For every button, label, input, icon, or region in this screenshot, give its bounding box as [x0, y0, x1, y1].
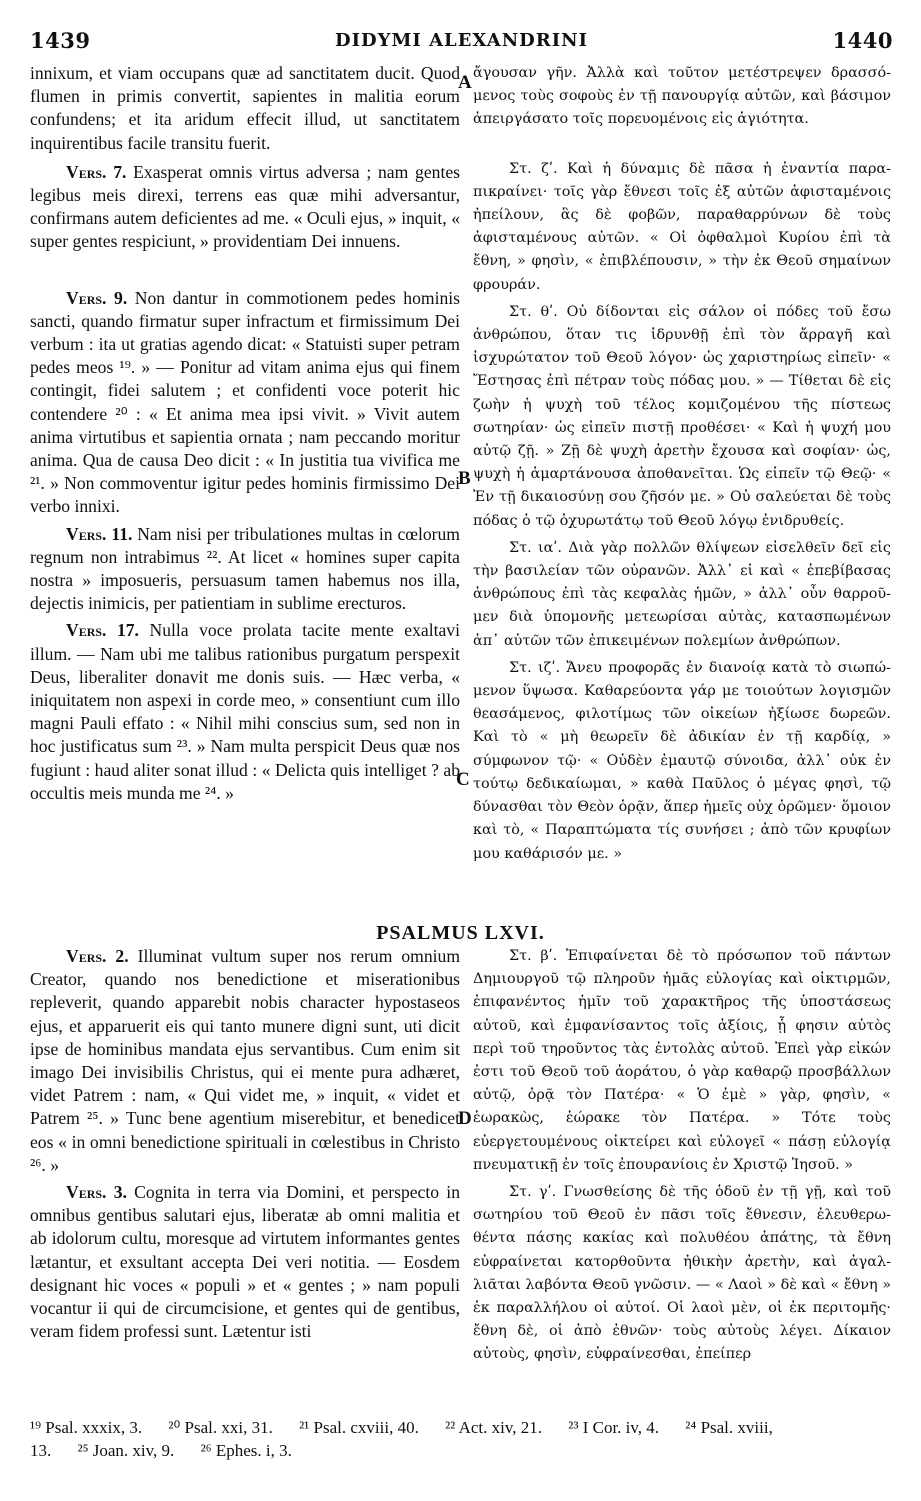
greek-column: [473, 62, 891, 866]
footnote: ²¹ Psal. cxviii, 40.: [299, 1418, 419, 1437]
greek-verse-11: [473, 537, 891, 653]
latin-verse-9: [30, 287, 460, 519]
verse-text: Exasperat omnis virtus adversa ; nam gentes legibus meis direxi, terrens eas quæ mihi adversantur, confirmans autem deficientes ad me. « Oculi ejus, » inquit, « super gentes respiciunt, » providentiam Dei innuens.: [30, 161, 460, 252]
verse-label: Στ. ιζʹ.: [509, 659, 561, 676]
footnote: ²⁰ Psal. xxi, 31.: [168, 1418, 273, 1437]
latin-column: [30, 62, 460, 805]
footnote: ²³ I Cor. iv, 4.: [568, 1418, 660, 1437]
greek-verse-7: [473, 158, 891, 297]
footnote-line: [30, 1439, 891, 1462]
footnotes: [30, 1416, 891, 1462]
verse-label: Στ. ιαʹ.: [509, 539, 562, 556]
footnote: ²² Act. xiv, 21.: [445, 1418, 542, 1437]
margin-marker-d: D: [458, 1108, 472, 1129]
verse-text: Nam nisi per tribulationes multas in cœlorum regnum non intrabimus ²². At licet « homines super capita nostra » imposueris, persuasum tamen habemus nos illa, dejectis inimicis, per patientiam in sublime erecturos.: [30, 523, 460, 614]
running-title: DIDYMI ALEXANDRINI: [334, 30, 589, 51]
verse-text: Διὰ γὰρ πολλῶν θλίψεων εἰσελθεῖν δεῖ εἰς τὴν βασιλείαν τῶν οὐρανῶν. Ἀλλ᾽ εἰ καὶ « ἐπεβίβασας ἀνθρώπους ἐπὶ τὰς κεφαλὰς ἡμῶν, » ἀλλ᾽ οὖν θαρροῦμεν διὰ ὑπομονῆς μετεωρίσαι αὐτὰς, κατασπωμένων ἀπ᾽ αὐτῶν τῶν ἐπικειμένων πολεμίων ἀνθρώπων.: [473, 539, 891, 649]
verse-text: Cognita in terra via Domini, et perspecto in omnibus gentibus salutari ejus, liberatæ ab omni malitia et ab idolorum cultu, moresque ad virtutem informantes gentes lætantur, et exsultant accepta Dei veri notitia. — Eosdem designant hic voces « populi » et « gentes ; » nam populi vocantur ii qui de circumcisione, et gentes qui de gentibus, veram fidem professi sunt. Lætentur isti: [30, 1182, 460, 1342]
greek-column-psalm-66: [473, 945, 891, 1367]
page-number-right: 1440: [832, 28, 893, 53]
verse-text: Nulla voce prolata tacite mente exaltavi illum. — Nam ubi me talibus rationibus purgatum perspexit Deus, liberaliter donavit me donis suis. — Hæc verba, « iniquitatem non aspexi in corde meo, » consentiunt cum illo magni Pauli effato : « Nihil mihi conscius sum, sed non in hoc justificatus sum ²³. » Nam multa perspicit Deus quæ nos fugiunt : haud aliter sonat illud : « Delicta quis intelliget ? ab occultis meis munda me ²⁴. »: [30, 620, 460, 803]
verse-label: Vers. 2.: [66, 946, 129, 966]
footnote: ²⁶ Ephes. i, 3.: [200, 1441, 292, 1460]
verse-label: Vers. 7.: [66, 161, 127, 182]
verse-text: Ἄνευ προφορᾶς ἐν διανοίᾳ κατὰ τὸ σιωπώμενον ὕψωσα. Καθαρεύοντα γάρ με τοιούτων λογισμῶν θεασάμενος, φιλοτίμως τῶν οἰκείων ἠξίωσε δωρεῶν. Καὶ τὸ « μὴ θεωρεῖν δὲ ἀδικίαν ἐν τῇ καρδίᾳ, » σύμφωνον τῷ· « Οὐδὲν ἐμαυτῷ σύνοιδα, ἀλλ᾽ οὐκ ἐν τούτῳ δεδικαίωμαι, » καθὰ Παῦλος ὁ μέγας φησὶ, τῷ δύνασθαι τὸν Θεὸν ὁρᾷν, ἅπερ ἡμεῖς οὐχ ὁρῶμεν· ὅμοιον καὶ τὸ, « Παραπτώματα τίς συνήσει ; ἀπὸ τῶν κρυφίων μου καθάρισόν με. »: [473, 659, 891, 862]
verse-text: Γνωσθείσης δὲ τῆς ὁδοῦ ἐν τῇ γῇ, καὶ τοῦ σωτηρίου τοῦ Θεοῦ ἐν πᾶσι τοῖς ἔθνεσιν, ἐλευθερωθέντα πάσης κακίας καὶ πολυθέου ἀπάτης, τὰ ἔθνη εὐφραίνεται κατορθοῦντα ἠθικὴν ἀρετὴν, καὶ ἀγαλλιᾶται λαβόντα Θεοῦ γνῶσιν. — « Λαοὶ » δὲ καὶ « ἔθνη » ἐκ παραλλήλου οἱ αὐτοί. Οἱ λαοὶ μὲν, οἱ ἐκ περιτομῆς· ἔθνη δὲ, οἱ ἀπὸ ἐθνῶν· τοὺς αὐτοὺς λέγει. Δίκαιον αὐτοὺς, φησὶν, εὐφραίνεσθαι, ἐπείπερ: [473, 1184, 892, 1363]
verse-label: Στ. γʹ.: [509, 1184, 557, 1201]
footnote: ²⁴ Psal. xviii,: [685, 1418, 773, 1437]
verse-text: Οὐ δίδονται εἰς σάλον οἱ πόδες τοῦ ἔσω ἀνθρώπου, ὅταν τις ἱδρυνθῇ ἐπὶ τὸν ἄρραγῆ καὶ ἰσχυρώτατον τοῦ Θεοῦ λόγον· ὡς χαριστηρίως εἰπεῖν· « Ἔστησας ἐπὶ πέτραν τοὺς πόδας μου. » — Τίθεται δὲ εἰς ζωὴν ἡ ψυχὴ τοῦ τέλος κομιζομένου τῆς πίστεως σωτηρίαν· ὡς εἰπεῖν πιστῇ προθέσει· « Καὶ ἡ ψυχή μου αὐτῷ ζῇ. » Ζῇ δὲ ψυχὴ ἀρετὴν ἔχουσα καὶ σοφίαν· ὡς, ψυχὴ ἡ ἁμαρτάνουσα ἀποθανεῖται. Ὡς εἰπεῖν τῷ Θεῷ· « Ἐν τῇ δικαιοσύνῃ σου ζῆσόν με. » Οὐ σαλεύεται δὲ τοὺς πόδας ὁ τῷ ὀχυρωτάτῳ τοῦ Θεοῦ λόγῳ ἐνιδρυθείς.: [473, 303, 891, 529]
greek-verse-2: [473, 945, 891, 1177]
verse-label: Vers. 9.: [66, 287, 128, 308]
page-number-left: 1439: [30, 28, 91, 53]
latin-verse-3: [30, 1181, 460, 1343]
footnote: 13.: [30, 1441, 52, 1460]
latin-verse-17: [30, 619, 460, 805]
margin-marker-c: C: [456, 769, 470, 790]
verse-label: Στ. βʹ.: [509, 948, 558, 964]
latin-column-psalm-66: [30, 945, 460, 1343]
verse-label: Vers. 11.: [66, 523, 133, 544]
verse-label: Στ. θʹ.: [509, 303, 558, 320]
greek-verse-9: [473, 301, 891, 533]
verse-text: Καὶ ἡ δύναμις δὲ πᾶσα ἡ ἐναντία παραπικραίνει· τοῖς γὰρ ἔθνεσι τοῖς ἐξ αὐτῶν ἀφισταμένοις ἠπείλουν, ἃς δὲ φοβῶν, παραθαρρύνων δὲ τοὺς ἀφισταμένους αὐτῶν. « Οἱ ὀφθαλμοὶ Κυρίου ἐπὶ τὰ ἔθνη, » φησὶν, « ἐπιβλέπουσιν, » τὴν ἐκ Θεοῦ σημαίνων φρουράν.: [473, 160, 891, 293]
footnote: ²⁵ Joan. xiv, 9.: [77, 1441, 175, 1460]
greek-paragraph-continuation: ἄγουσαν γῆν. Ἀλλὰ καὶ τοῦτον μετέστρεψεν δρασσόμενος τοὺς σοφοὺς ἐν τῇ πανουργίᾳ αὐτῶν, καὶ βάσιμον ἀπειργάσατο τοῖς πορευομένοις εἰς ἁγιότητα.: [473, 65, 891, 128]
psalm-title: PSALMUS LXVI.: [376, 922, 545, 944]
verse-label: Vers. 3.: [66, 1182, 127, 1203]
latin-verse-2: [30, 945, 460, 1177]
latin-verse-7: [30, 161, 460, 254]
margin-marker-a: A: [458, 72, 472, 93]
page-header: [30, 22, 893, 52]
footnote: ¹⁹ Psal. xxxix, 3.: [30, 1418, 143, 1437]
footnote-line: [30, 1416, 891, 1439]
verse-label: Vers. 17.: [66, 620, 139, 641]
verse-text: Illuminat vultum super nos rerum omnium Creator, quando nos benedictione et miserationibus repleverit, quando apparebit nobis character hypostaseos ejus, et apparuerit eis qui tanto munere digni sunt, uti dicit ipse de hominibus mandata ejus servantibus. Cum enim sit imago Dei invisibilis Christus, qui ei mente pura adhæret, videt Patrem : nam, « Qui videt me, » inquit, « videt et Patrem ²⁵. » Tunc bene agentium miserebitur, et benedicet eos « in omni benedictione spirituali in cœlestibus in Christo ²⁶. »: [30, 946, 461, 1175]
margin-marker-b: B: [458, 468, 471, 489]
verse-text: Non dantur in commotionem pedes hominis sancti, quando firmatur super infractum et firmissimum Dei verbum : ita ut gratias agendo dicat: « Statuisti super petram pedes meos ¹⁹. » — Ponitur ad vitam anima ejus qui finem contingit, fidei salutem ; et confidenti voce poterit hic contendere ²⁰ : « Et anima mea ipsi vivit. » Vivit autem anima virtutibus et sapientia ornata ; nam peccando moritur anima. Qua de causa Deo dicit : « In justitia tua vivifica me ²¹. » Non commoventur igitur pedes hominis firmissimo Dei verbo innixi.: [30, 287, 460, 517]
verse-text: Ἐπιφαίνεται δὲ τὸ πρόσωπον τοῦ πάντων Δημιουργοῦ τῷ πληροῦν ἡμᾶς εὐλογίας καὶ οἰκτιρμῶν, ἐπιφανέντος ἡμῖν τοῦ χαρακτῆρος τῆς ὑποστάσεως αὐτοῦ, καὶ ἐμφανίσαντος τοῖς ἀξίοις, ᾗ φησιν αὐτὸς περὶ τοῦ τηροῦντος τὰς ἐντολὰς αὐτοῦ. Ἐπεὶ γὰρ εἰκών ἐστι τοῦ Θεοῦ τοῦ ἀοράτου, ὁ γὰρ καθαρῷ προσβάλλων αὐτῷ, ὁρᾷ τὸν Πατέρα· « Ὁ ἐμὲ » γὰρ, φησὶν, « ἑωρακὼς, ἑώρακε τὸν Πατέρα. » Τότε τοὺς εὐεργετουμένους οἰκτείρει καὶ εὐλογεῖ « πάσῃ εὐλογίᾳ πνευματικῇ ἐν τοῖς ἐπουρανίοις ἐν Χριστῷ Ἰησοῦ. »: [473, 948, 892, 1173]
greek-verse-17: [473, 657, 891, 866]
latin-paragraph-continuation: innixum, et viam occupans quæ ad sanctitatem ducit. Quod flumen in primis convertit, sapientes in malitia eorum confundens; et ita aridum effecit illud, ut sanctitatem inquirentibus facile transitu fuerit.: [30, 63, 460, 153]
greek-verse-3: [473, 1181, 891, 1367]
latin-verse-11: [30, 523, 460, 616]
verse-label: Στ. ζʹ.: [509, 160, 558, 177]
